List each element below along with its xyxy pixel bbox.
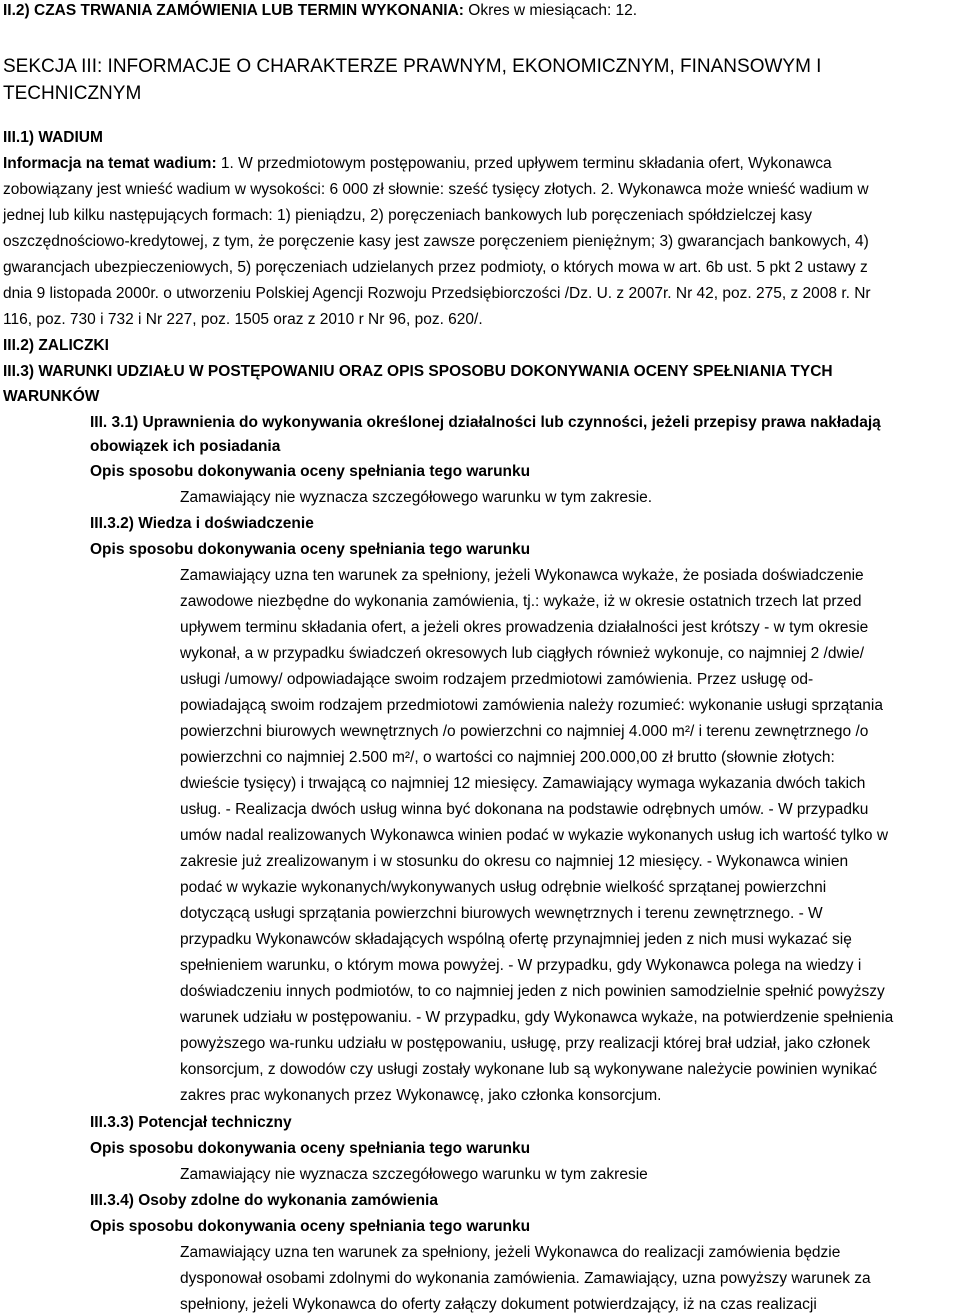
s2-text-line: usługi /umowy/ odpowiadające swoim rodzajem przedmiotowi zamówienia. Przez usługę od- (180, 671, 814, 688)
czas-value: Okres w miesiącach: 12. (468, 2, 638, 19)
opis-label: Opis sposobu dokonywania oceny spełniania tego warunku (90, 1218, 531, 1235)
s2-text-line: doświadczeniu innych podmiotów, to co najmniej jeden z nich powinien samodzielnie spełnić powyższy (180, 983, 885, 1000)
s2-text-line: konsorcjum, z dowodów czy usługi zostały wykonane lub są wykonywane należycie powinien wynikać (180, 1061, 877, 1078)
s2-text-line: wykonał, a w przypadku świadczeń okresowych lub ciągłych również wykonuje, co najmniej 2 /dwie/ (180, 645, 865, 662)
wadium-info-line (3, 155, 832, 173)
s4-text-line: dysponował osobami zdolnymi do wykonania zamówienia. Zamawiający, uzna powyższy warunek za (180, 1270, 871, 1287)
wadium-text-line: jednej lub kilku następujących formach: 1) pieniądzu, 2) poręczeniach bankowych lub poręczeniach spółdzielczej kasy (3, 207, 813, 224)
wadium-text-line: 1. W przedmiotowym postępowaniu, przed upływem terminu składania ofert, Wykonawca (220, 155, 832, 172)
opis-label: Opis sposobu dokonywania oceny spełniania tego warunku (90, 1140, 531, 1157)
s2-text-line: przypadku Wykonawców składających wspólną ofertę przynajmniej jeden z nich musi wykazać się (180, 931, 852, 948)
opis-label: Opis sposobu dokonywania oceny spełniania tego warunku (90, 463, 531, 480)
s2-text-line: dotyczącą usługi sprzątania powierzchni biurowych wewnętrznych i terenu zewnętrznego. - W (180, 905, 823, 922)
s2-text-line: zakres prac wykonanych przez Wykonawcę, jako członka konsorcjum. (180, 1087, 662, 1104)
s2-text-line: powierzchni co najmniej 2.500 m²/, o wartości co najmniej 200.000,00 zł brutto (słownie złotych: (180, 749, 835, 766)
czas-line (3, 2, 637, 20)
s2-text-line: zawodowe niezbędne do wykonania zamówienia, tj.: wykaże, iż w okresie ostatnich trzech lat przed (180, 593, 862, 610)
wadium-text-line: 116, poz. 730 i 732 i Nr 227, poz. 1505 oraz z 2010 r Nr 96, poz. 620/. (3, 311, 483, 328)
s2-text-line: upływem terminu składania ofert, a jeżeli okres prowadzenia działalności jest krótszy - w tym okresie (180, 619, 869, 636)
s2-heading: III.3.2) Wiedza i doświadczenie (90, 515, 314, 532)
wadium-text-line: zobowiązany jest wnieść wadium w wysokości: 6 000 zł słownie: sześć tysięcy złotych. 2. Wykonawca może wnieść wadium w (3, 181, 869, 198)
section-title-line1: SEKCJA III: INFORMACJE O CHARAKTERZE PRAWNYM, EKONOMICZNYM, FINANSOWYM I (3, 56, 822, 77)
zaliczki-heading: III.2) ZALICZKI (3, 337, 109, 354)
s4-text-line: spełniony, jeżeli Wykonawca do oferty załączy dokument potwierdzający, iż na czas realizacji (180, 1296, 817, 1313)
warunki-heading-line2: WARUNKÓW (3, 388, 100, 405)
s4-heading: III.3.4) Osoby zdolne do wykonania zamówienia (90, 1192, 438, 1209)
s1-heading-line1: III. 3.1) Uprawnienia do wykonywania określonej działalności lub czynności, jeżeli przepisy prawa nakładają (90, 414, 881, 431)
s3-text: Zamawiający nie wyznacza szczegółowego warunku w tym zakresie (180, 1166, 648, 1183)
s1-text: Zamawiający nie wyznacza szczegółowego warunku w tym zakresie. (180, 489, 653, 506)
s3-heading: III.3.3) Potencjał techniczny (90, 1114, 292, 1131)
s2-text-line: Zamawiający uzna ten warunek za spełniony, jeżeli Wykonawca wykaże, że posiada doświadczenie (180, 567, 864, 584)
opis-label: Opis sposobu dokonywania oceny spełniania tego warunku (90, 541, 531, 558)
warunki-heading-line1: III.3) WARUNKI UDZIAŁU W POSTĘPOWANIU ORAZ OPIS SPOSOBU DOKONYWANIA OCENY SPEŁNIANIA TYCH (3, 363, 833, 380)
s2-text-line: spełnieniem warunku, o którym mowa powyżej. - W przypadku, gdy Wykonawca polega na wiedzy i (180, 957, 862, 974)
czas-label: II.2) CZAS TRWANIA ZAMÓWIENIA LUB TERMIN WYKONANIA: (3, 2, 464, 19)
s2-text-line: podać w wykazie wykonanych/wykonywanych usług odrębnie wielkość sprzątanej powierzchni (180, 879, 827, 896)
wadium-heading: III.1) WADIUM (3, 129, 103, 146)
s2-text-line: umów nadal realizowanych Wykonawca winien podać w wykazie wykonanych usług ich wartość tylko w (180, 827, 889, 844)
section-title-line2: TECHNICZNYM (3, 83, 142, 104)
wadium-text-line: gwarancjach ubezpieczeniowych, 5) poręczeniach udzielanych przez podmioty, o których mowa w art. 6b ust. 5 pkt 2 ustawy z (3, 259, 868, 276)
s1-heading-line2: obowiązek ich posiadania (90, 438, 281, 455)
wadium-info-label: Informacja na temat wadium: (3, 155, 217, 172)
s2-text-line: usług. - Realizacja dwóch usług winna być dokonana na podstawie odrębnych umów. - W przypadku (180, 801, 869, 818)
s2-text-line: zakresie już zrealizowanym i w stosunku do okresu co najmniej 12 miesięcy. - Wykonawca winien (180, 853, 849, 870)
s2-text-line: powierzchni biurowych wewnętrznych /o powierzchni co najmniej 4.000 m²/ i terenu zewnętrznego /o (180, 723, 869, 740)
s4-text-line: Zamawiający uzna ten warunek za spełniony, jeżeli Wykonawca do realizacji zamówienia będzie (180, 1244, 841, 1261)
s2-text-line: warunek udziału w postępowaniu. - W przypadku, gdy Wykonawca wykaże, na potwierdzenie spełnienia (180, 1009, 894, 1026)
wadium-text-line: oszczędnościowo-kredytowej, z tym, że poręczenie kasy jest zawsze poręczeniem pieniężnym; 3) gwarancjach bankowych, 4) (3, 233, 869, 250)
s2-text-line: dwieście tysięcy) i trwającą co najmniej 12 miesięcy. Zamawiający wymaga wykazania dwóch takich (180, 775, 866, 792)
s2-text-line: powyższego wa-runku udziału w postępowaniu, usługę, przy realizacji której brał udział, jako członek (180, 1035, 871, 1052)
s2-text-line: powiadającą swoim rodzajem przedmiotowi zamówienia należy rozumieć: wykonanie usługi sprzątania (180, 697, 883, 714)
wadium-text-line: dnia 9 listopada 2000r. o utworzeniu Polskiej Agencji Rozwoju Przedsiębiorczości /Dz. U. z 2007r. Nr 42, poz. 275, z 2008 r. Nr (3, 285, 871, 302)
